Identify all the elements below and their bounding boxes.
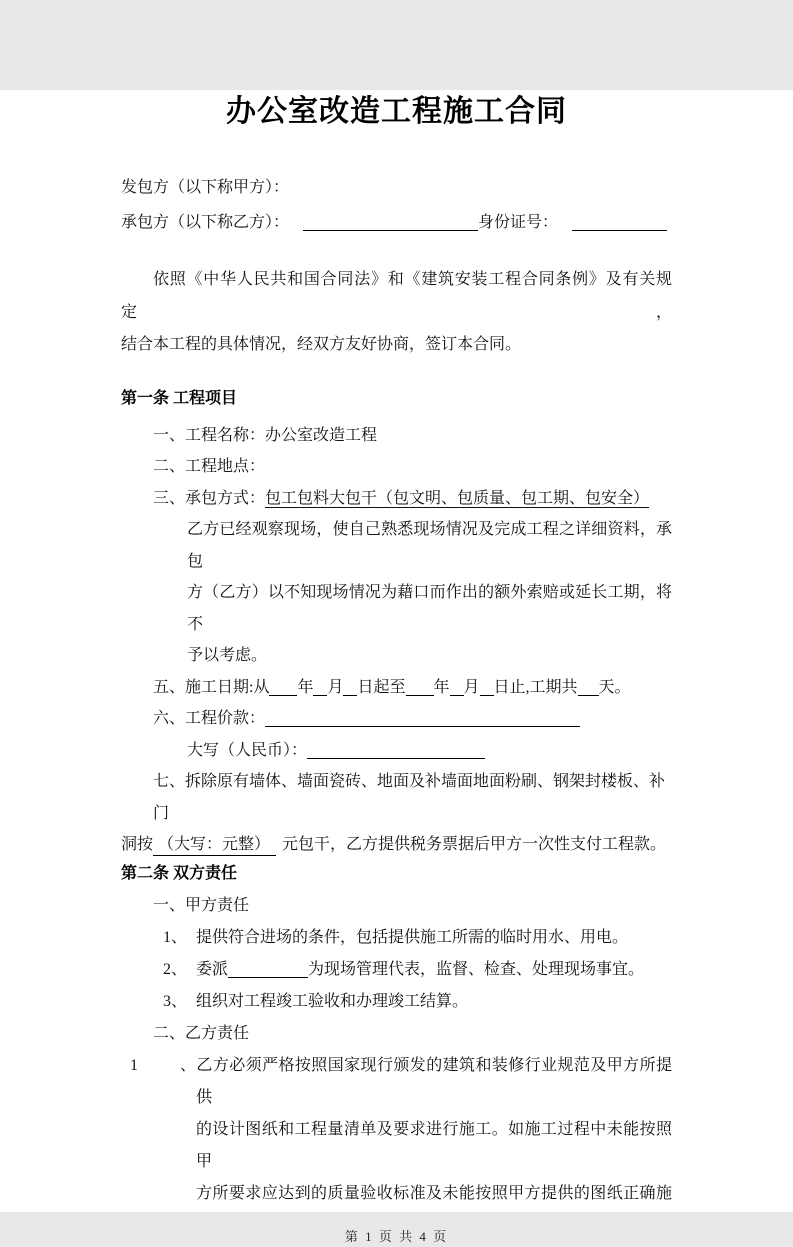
- article-1-body: [121, 420, 672, 861]
- party-b-name-blank: [303, 212, 478, 231]
- duty-b-item-1-line-2: 的设计图纸和工程量清单及要求进行施工。如施工过程中未能按照甲: [196, 1120, 672, 1170]
- demolition-line-1: 七、拆除原有墙体、墙面瓷砖、地面及补墙面地面粉刷、钢架封楼板、补门: [153, 773, 666, 822]
- site-note-line-2: 方（乙方）以不知现场情况为藉口而作出的额外索赔或延长工期，将不: [187, 584, 672, 633]
- duty-a-item-3: [121, 986, 672, 1018]
- contract-mode-value: 包工包料大包干（包文明、包质量、包工期、包安全）: [265, 489, 650, 507]
- end-year-blank: [406, 677, 434, 696]
- party-a-duty-heading: 一、甲方责任: [153, 896, 250, 914]
- page-number-footer: 第 1 页 共 4 页: [344, 1228, 449, 1244]
- duty-a-item-2-after: 为现场管理代表，监督、检查、处理现场事宜。: [308, 960, 645, 978]
- date-text-month2: 月: [463, 678, 480, 696]
- end-day-blank: [480, 677, 494, 696]
- item-number: 1、: [163, 928, 188, 946]
- date-text-duration: 日止,工期共: [493, 678, 578, 696]
- item-project-location: 二、工程地点：: [153, 458, 266, 475]
- party-a-label: 发包方（以下称甲方）：: [121, 179, 290, 196]
- date-text-from: 五、施工日期:从: [153, 678, 270, 696]
- date-text-month1: 月: [327, 678, 344, 696]
- date-text-year2: 年: [433, 678, 450, 696]
- item-price-in-words: [121, 735, 672, 767]
- contract-mode-label: 三、承包方式：: [153, 489, 266, 507]
- preamble-line-2: 结合本工程的具体情况，经双方友好协商，签订本合同。: [121, 336, 522, 353]
- representative-name-blank: [228, 959, 308, 978]
- demolition-prefix: 洞按: [121, 836, 154, 853]
- start-year-blank: [269, 677, 297, 696]
- date-text-year1: 年: [297, 678, 314, 696]
- item-number: 2、: [163, 960, 188, 978]
- site-note-line-3: 予以考虑。: [187, 647, 268, 664]
- site-note-line-1: 乙方已经观察现场，使自己熟悉现场情况及完成工程之详细资料，承包: [187, 521, 672, 570]
- demolition-line-2: [121, 829, 672, 861]
- amount-in-words-blank: （大写：元整）: [153, 835, 276, 856]
- duration-days-blank: [578, 677, 599, 696]
- item-project-name: 一、工程名称：办公室改造工程: [153, 426, 378, 444]
- preamble: [121, 264, 672, 362]
- start-month-blank: [313, 677, 327, 696]
- price-blank: [265, 708, 580, 727]
- end-month-blank: [450, 677, 464, 696]
- price-caps-blank: [307, 740, 485, 759]
- duty-b-item-1: [121, 1050, 672, 1210]
- date-text-days: 天。: [598, 678, 631, 696]
- item-project-price: [121, 703, 672, 735]
- contract-title: 办公室改造工程施工合同: [226, 95, 567, 128]
- duty-a-item-2-before: 委派: [196, 960, 229, 978]
- start-day-blank: [343, 677, 357, 696]
- party-a-line: [121, 170, 672, 205]
- item-number: 1、: [130, 1056, 196, 1074]
- duty-b-item-1-line-1: [130, 1050, 672, 1114]
- price-caps-label: 大写（人民币）：: [187, 741, 308, 759]
- demolition-suffix: 元包干，乙方提供税务票据后甲方一次性支付工程款。: [282, 836, 667, 853]
- duty-a-item-1-text: 提供符合进场的条件，包括提供施工所需的临时用水、用电。: [196, 928, 629, 946]
- article-1-heading: 第一条 工程项目: [121, 389, 238, 407]
- id-number-label: 身份证号：: [478, 214, 559, 231]
- item-construction-date: [121, 672, 672, 704]
- duty-a-item-1: [121, 922, 672, 954]
- party-b-duty-heading: 二、乙方责任: [153, 1024, 250, 1042]
- duty-a-item-2: [121, 954, 672, 986]
- duty-b-item-1-line-3: 方所要求应达到的质量验收标准及未能按照甲方提供的图纸正确施: [196, 1184, 672, 1202]
- article-2-body: [121, 890, 672, 1210]
- price-label: 六、工程价款：: [153, 710, 266, 727]
- duty-b-line-1-text: 乙方必须严格按照国家现行颁发的建筑和装修行业规范及甲方所提供: [196, 1056, 672, 1106]
- contract-page: [0, 90, 793, 1244]
- party-b-line: [121, 205, 672, 240]
- parties-block: [121, 170, 672, 240]
- duty-a-item-3-text: 组织对工程竣工验收和办理竣工结算。: [196, 992, 469, 1010]
- item-contract-mode: [121, 483, 672, 515]
- article-2-heading: 第二条 双方责任: [121, 864, 238, 882]
- party-b-label: 承包方（以下称乙方）：: [121, 214, 290, 231]
- id-number-blank: [572, 212, 667, 231]
- page-content: [0, 90, 793, 1247]
- date-text-until: 日起至: [357, 678, 406, 696]
- item-number: 3、: [163, 992, 188, 1010]
- preamble-line-1: 依照《中华人民共和国合同法》和《建筑安装工程合同条例》及有关规定，: [121, 271, 672, 321]
